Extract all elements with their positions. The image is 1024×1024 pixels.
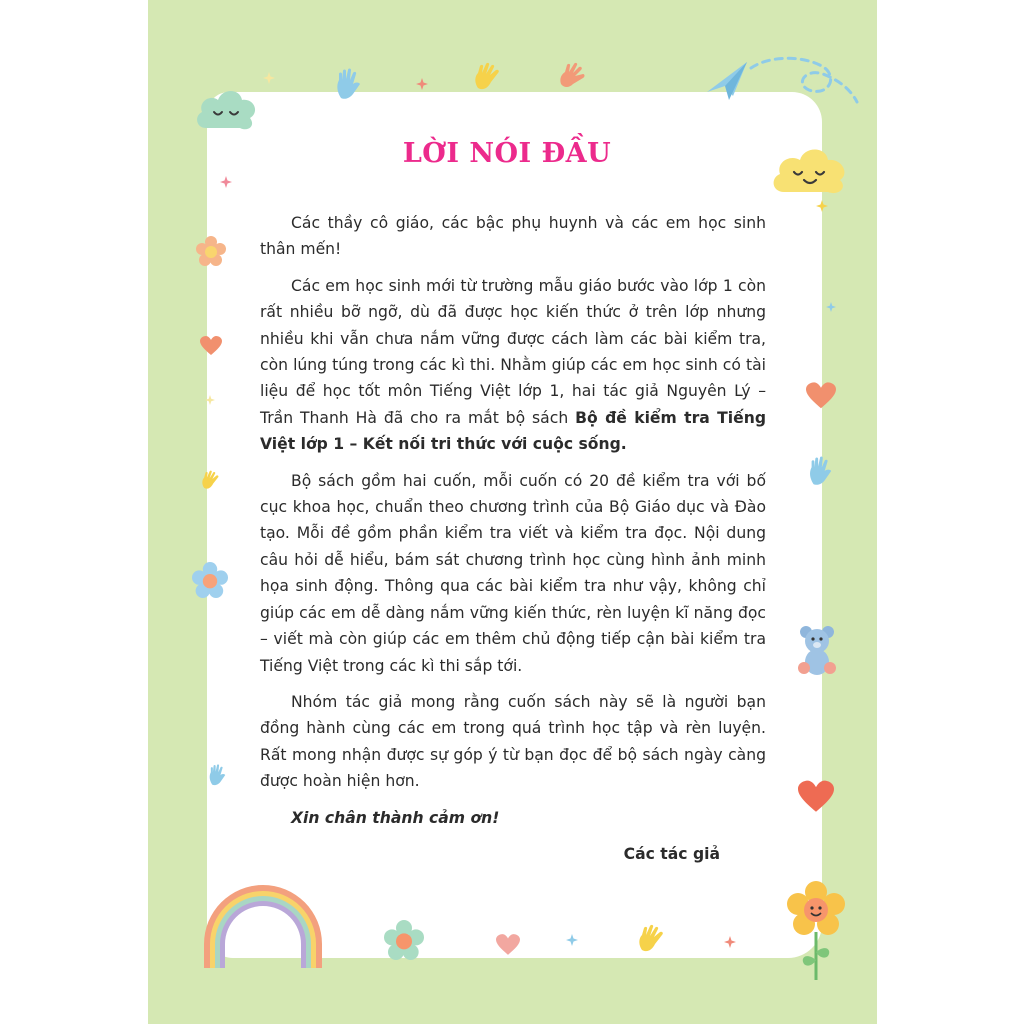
cloud-icon <box>770 140 850 196</box>
star-icon <box>220 176 232 188</box>
hand-icon <box>806 456 834 486</box>
page-title: LỜI NÓI ĐẦU <box>402 138 612 169</box>
heart-icon <box>200 336 222 356</box>
flower-icon <box>384 920 424 960</box>
flower-icon <box>192 562 228 598</box>
heart-icon <box>806 382 836 410</box>
hand-icon <box>333 68 363 100</box>
star-icon <box>816 200 828 212</box>
rainbow-icon <box>198 878 328 970</box>
paragraph-intro-text: Các em học sinh mới từ trường mẫu giáo bước vào lớp 1 còn rất nhiều bỡ ngỡ, dù đã được học kiến thức ở trên lớp nhưng nhiều khi vẫn chưa nắm vững được cách làm các bài kiểm tra, còn lúng túng trong các kì thi. Nhằm giúp các em học sinh có tài liệu để học tốt môn Tiếng Việt lớp 1, hai tác giả Nguyên Lý – Trần Thanh Hà đã cho ra mắt bộ sách <box>260 276 766 427</box>
star-icon <box>416 78 428 90</box>
paragraph-hope: Nhóm tác giả mong rằng cuốn sách này sẽ là người bạn đồng hành cùng các em trong quá trình học tập và rèn luyện. Rất mong nhận được sự góp ý từ bạn đọc để bộ sách ngày càng được hoàn hiện hơn. <box>260 692 766 791</box>
cloud-icon <box>194 84 258 132</box>
signature: Các tác giả <box>623 844 720 863</box>
hand-icon <box>557 62 589 92</box>
teddy-bear-icon <box>796 624 838 678</box>
paragraph-greeting: Các thầy cô giáo, các bậc phụ huynh và các em học sinh thân mến! <box>260 214 766 259</box>
heart-icon <box>798 780 834 814</box>
star-icon <box>263 72 275 84</box>
star-icon <box>724 936 736 948</box>
paragraph-description: Bộ sách gồm hai cuốn, mỗi cuốn có 20 đề kiểm tra với bố cục khoa học, chuẩn theo chương trình của Bộ Giáo dục và Đào tạo. Mỗi đề gồm phần kiểm tra viết và kiểm tra đọc. Nội dung câu hỏi dễ hiểu, bám sát chương trình học cùng hình ảnh minh họa sinh động. Thông qua các bài kiểm tra như vậy, không chỉ giúp các em dễ dàng nắm vững kiến thức, rèn luyện kĩ năng đọc – viết mà còn giúp các em thêm chủ động tiếp cận bài kiểm tra Tiếng Việt trong các kì thi sắp tới. <box>260 471 766 675</box>
document-body <box>260 210 766 877</box>
hand-icon <box>200 470 222 492</box>
star-icon <box>566 934 578 946</box>
hand-icon <box>636 924 668 956</box>
flower-icon <box>784 880 848 984</box>
hand-icon <box>472 62 504 94</box>
flower-icon <box>196 236 226 266</box>
hand-icon <box>206 764 228 786</box>
star-icon <box>205 395 215 405</box>
paragraph-intro <box>260 273 766 458</box>
paper-plane-icon <box>705 56 865 112</box>
closing-line: Xin chân thành cảm ơn! <box>291 808 500 827</box>
heart-icon <box>496 934 520 956</box>
star-icon <box>826 302 836 312</box>
book-title: Bộ đề kiểm tra Tiếng Việt lớp 1 – Kết nối tri thức với cuộc sống. <box>260 408 766 454</box>
